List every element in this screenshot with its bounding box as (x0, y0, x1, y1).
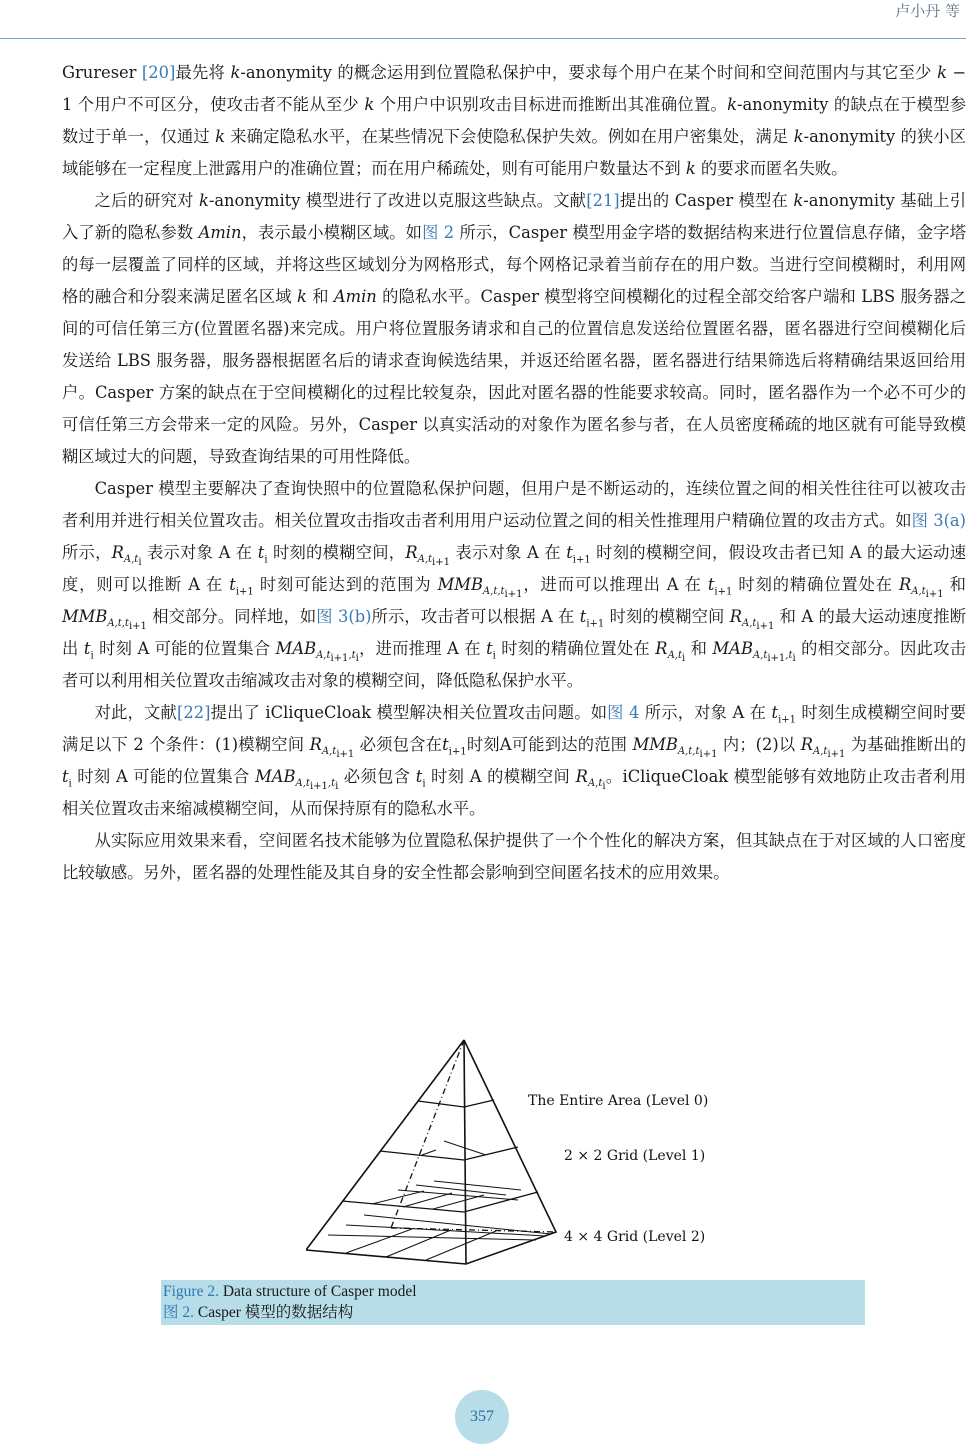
base-grid (328, 1215, 551, 1260)
paragraph-2: 之后的研究对 k-anonymity 模型进行了改进以克服这些缺点。文献[21]提出的 Casper 模型在 k-anonymity 基础上引入了新的隐私参数 Amin，表示最小模糊区域。如图 2 所示，Casper 模型用金字塔的数据结构来进行位置信息存储，金字塔的每一层覆盖了同样的区域，并将这些区域划分为网格形式，每个网格记录着当前存在的用户数。当进行空间模糊时，利用网格的融合和分裂来满足匿名区域 k 和 Amin 的隐私水平。Casper 模型将空间模糊化的过程全部交给客户端和 LBS 服务器之间的可信任第三方(位置匿名器)来完成。用户将位置服务请求和自己的位置信息发送给位置匿名器，匿名器进行空间模糊化后发送给 LBS 服务器，服务器根据匿名后的请求查询候选结果，并返还给匿名器，匿名器进行结果筛选后将精确结果返回给用户。Casper 方案的缺点在于空间模糊化的过程比较复杂，因此对匿名器的性能要求较高。同时，匿名器作为一个必不可少的可信任第三方会带来一定的风险。另外，Casper 以真实活动的对象作为匿名参与者，在人员密度稀疏的地区就有可能导致模糊区域过大的问题，导致查询结果的可用性降低。 (62, 191, 966, 466)
citation-link[interactable]: [22] (177, 703, 211, 722)
running-header-author: 卢小丹 等 (895, 2, 960, 20)
caption-chinese: 图 2. Casper 模型的数据结构 (163, 1304, 354, 1321)
paragraph-4: 对此，文献[22]提出了 iCliqueCloak 模型解决相关位置攻击问题。如图 4 所示，对象 A 在 $t_{i+1}$ 时刻生成模糊空间时要满足以下 2 个条件：(1)模糊空间 $R_{A,t_{i+1}}$ 必须包含在$t_{i+1}$时刻A可能到达的范围 $MMB_{A,t,t_{i+1}}$ 内；(2)以 $R_{A,t_{i+1}}$ 为基础推断出的 $t_i$ 时刻 A 可能的位置集合 $MAB_{A,t_{i+1},t_i}$ 必须包含 $t_i$ 时刻 A 的模糊空间 $R_{A,t_i}$。iCliqueCloak 模型能够有效地防止攻击者利用相关位置攻击来缩减模糊空间，从而保持原有的隐私水平。 (62, 703, 966, 818)
level1-label: 2 × 2 Grid (Level 1) (564, 1148, 706, 1164)
level2-label: 4 × 4 Grid (Level 2) (564, 1229, 706, 1245)
level1-grid-line (422, 1150, 436, 1155)
body-text (62, 57, 966, 889)
page-number: 357 (455, 1390, 509, 1444)
figure-link[interactable]: 图 3(b) (316, 607, 372, 626)
citation-link[interactable]: [20] (141, 63, 176, 82)
pyramid-diagram (306, 1030, 726, 1280)
figure-caption (161, 1280, 865, 1325)
citation-link[interactable]: [21] (586, 191, 620, 210)
level0-label: The Entire Area (Level 0) (528, 1093, 709, 1109)
figure-link[interactable]: 图 3(a) (911, 511, 966, 530)
paragraph-3: Casper 模型主要解决了查询快照中的位置隐私保护问题，但用户是不断运动的，连续位置之间的相关性往往可以被攻击者利用并进行相关位置攻击。相关位置攻击指攻击者利用用户运动位置之间的相关性推理用户精确位置的攻击方式。如图 3(a)所示，$R_{A,t_i}$ 表示对象 A 在 $t_i$ 时刻的模糊空间，$R_{A,t_{i+1}}$ 表示对象 A 在 $t_{i+1}$ 时刻的模糊空间，假设攻击者已知 A 的最大运动速度，则可以推断 A 在 $t_{i+1}$ 时刻可能达到的范围为 $MMB_{A,t,t_{i+1}}$，进而可以推理出 A 在 $t_{i+1}$ 时刻的精确位置处在 $R_{A,t_{i+1}}$ 和 $MMB_{A,t,t_{i+1}}$ 相交部分。同样地，如图 3(b)所示，攻击者可以根据 A 在 $t_{i+1}$ 时刻的模糊空间 $R_{A,t_{i+1}}$ 和 A 的最大运动速度推断出 $t_i$ 时刻 A 可能的位置集合 $MAB_{A,t_{i+1},t_i}$，进而推理 A 在 $t_i$ 时刻的精确位置处在 $R_{A,t_i}$ 和 $MAB_{A,t_{i+1},t_i}$ 的相交部分。因此攻击者可以利用相关位置攻击缩减攻击对象的模糊空间，降低隐私保护水平。 (62, 479, 966, 690)
figure-link[interactable]: 图 2 (422, 223, 455, 242)
figure-link[interactable]: 图 4 (607, 703, 640, 722)
casper-pyramid-figure (306, 1030, 726, 1280)
header-divider (0, 38, 966, 39)
level2-slice (342, 1192, 538, 1212)
caption-english: Figure 2. Data structure of Casper model (163, 1283, 417, 1300)
level1-slice (380, 1147, 518, 1160)
paragraph-5: 从实际应用效果来看，空间匿名技术能够为位置隐私保护提供了一个个性化的解决方案，但其缺点在于对区域的人口密度比较敏感。另外，匿名器的处理性能及其自身的安全性都会影响到空间匿名技术的应用效果。 (62, 831, 966, 882)
paragraph-1: Grureser [20]最先将 k-anonymity 的概念运用到位置隐私保护中，要求每个用户在某个时间和空间范围内与其它至少 k − 1 个用户不可区分，使攻击者不能从至少 k 个用户中识别攻击目标进而推断出其准确位置。k-anonymity 的缺点在于模型参数过于单一，仅通过 k 来确定隐私水平，在某些情况下会使隐私保护失效。例如在用户密集处，满足 k-anonymity 的狭小区域能够在一定程度上泄露用户的准确位置；而在用户稀疏处，则有可能用户数量达不到 k 的要求而匿名失败。 (62, 63, 966, 178)
level0-slice (418, 1100, 494, 1107)
level2-grid (372, 1181, 521, 1209)
